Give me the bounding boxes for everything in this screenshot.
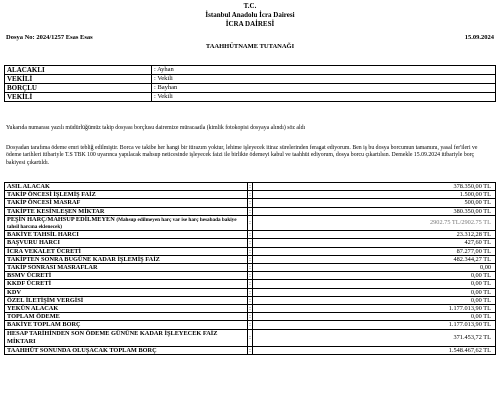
document-title: TAAHHÜTNAME TUTANAĞI <box>205 43 295 50</box>
amount-separator: : <box>249 296 251 304</box>
amount-separator: : <box>249 288 251 296</box>
amount-value: 0,00 TL <box>253 272 496 280</box>
amount-label <box>5 191 248 199</box>
amount-label-text: TAKİP SONRASI MASRAFLAR <box>7 264 98 272</box>
amount-label <box>5 239 248 247</box>
amount-separator: : <box>249 183 251 190</box>
party-label: ALACAKLI <box>5 66 152 75</box>
party-row <box>5 84 496 93</box>
amount-label-text: KDV <box>7 288 21 296</box>
amount-separator: : <box>249 264 251 272</box>
amount-separator: : <box>249 207 251 215</box>
amount-value: 1.177.013,90 TL <box>253 321 496 329</box>
header-line-court: İstanbul Anadolu İcra Dairesi <box>205 11 295 19</box>
amount-label <box>5 296 248 304</box>
amount-value: 0,00 TL <box>253 280 496 288</box>
amount-label-text: İCRA VEKALET ÜCRETİ <box>7 247 81 255</box>
amount-value: 380.350,00 TL <box>253 207 496 215</box>
amount-row <box>5 280 496 288</box>
amount-separator: : <box>249 231 251 239</box>
amount-separator: : <box>248 329 253 346</box>
amount-row <box>5 231 496 239</box>
amount-row <box>5 313 496 321</box>
amount-separator: : <box>249 321 251 329</box>
party-row <box>5 93 496 102</box>
party-row <box>5 75 496 84</box>
amount-label <box>5 329 248 346</box>
amount-value: 500,00 TL <box>253 199 496 207</box>
amount-separator: : <box>249 191 251 199</box>
party-value: : Vekili <box>152 75 496 84</box>
amount-label <box>5 305 248 313</box>
amount-value: 23.312,28 TL <box>253 231 496 239</box>
amount-separator: : <box>249 199 251 207</box>
amount-row <box>5 321 496 329</box>
party-row <box>5 66 496 75</box>
amount-label-text: BSMV ÜCRETİ <box>7 272 52 280</box>
amount-row <box>5 247 496 255</box>
amount-value: 378.350,00 TL <box>253 183 496 191</box>
amount-separator: : <box>248 215 253 230</box>
amount-row <box>5 215 496 230</box>
amount-label-text: BAŞVURU HARCI <box>7 239 61 247</box>
party-value: : Bayhan <box>152 84 496 93</box>
amount-row <box>5 305 496 313</box>
amount-row <box>5 239 496 247</box>
amount-separator: : <box>249 280 251 288</box>
file-number: Dosya No: 2024/1257 Esas Esas <box>6 34 93 41</box>
amount-label-text: YEKÜN ALACAK <box>7 305 59 313</box>
amount-value: 1.548.467,62 TL <box>253 346 496 354</box>
amount-label <box>5 272 248 280</box>
parties-table <box>4 65 496 102</box>
amount-label-text: ÖZEL İLETİŞİM VERGİSİ <box>7 296 84 304</box>
header-line-office: İCRA DAİRESİ <box>225 20 275 28</box>
amount-label-text: TAKİPTE KESİNLEŞEN MİKTAR <box>7 207 105 215</box>
amount-row <box>5 207 496 215</box>
amount-row <box>5 199 496 207</box>
amount-label-text: PEŞİN HARÇ/MAHSUP EDİLMEYEN <box>7 215 115 223</box>
amount-value: 371.453,72 TL <box>253 329 496 346</box>
amount-row <box>5 346 496 354</box>
amount-separator: : <box>249 346 251 354</box>
amount-row <box>5 191 496 199</box>
amount-label-text: ASIL ALACAK <box>7 183 50 190</box>
amount-label-text: TAAHHÜT SONUNDA OLUŞACAK TOPLAM BORÇ <box>7 346 157 354</box>
amount-value: 427,60 TL <box>253 239 496 247</box>
statement-paragraph-2: Dosyadan tarafıma ödeme emri tebliğ edilmiştir. Borca ve takibe her hangi bir itirazım yoktur, lehime işleyecek itiraz sürelerinden feragat ediyorum. Ben iş bu dosya borcumun tamamını, yasal fer'ileri ve ödeme tarihleri itibariyle T.S TBK 100 uyarınca yapılacak mahsup neticesinde işleyecek faizi ile birlikte ödemeyi kabul ve taahhüt ediyorum, dosya borcu çıkartılsın. Demekle 15.09.2024 itibariyle borç bakiyesi çıkartıldı. <box>6 145 478 166</box>
amount-value: 1.500,00 TL <box>253 191 496 199</box>
amount-label <box>5 280 248 288</box>
amount-label-text: HESAP TARİHİNDEN SON ÖDEME GÜNÜNE KADAR İŞLEYECEK FAİZ MİKTARI <box>7 330 218 345</box>
amount-label <box>5 231 248 239</box>
amount-separator: : <box>249 247 251 255</box>
amount-label-text: BAKİYE TOPLAM BORÇ <box>7 321 81 329</box>
amount-label-note: (Mahsup edilmeyen harç var ise harç hesabada bakiye tahsil harcına eklenecek) <box>7 216 237 231</box>
party-value: : Ayhan <box>152 66 496 75</box>
amount-label <box>5 346 248 354</box>
amount-label-text: BAKİYE TAHSİL HARCI <box>7 231 79 239</box>
amount-label-text: TAKİP ÖNCESİ MASRAF <box>7 199 81 207</box>
document-date: 15.09.2024 <box>464 34 494 41</box>
amount-row <box>5 296 496 304</box>
amount-row <box>5 288 496 296</box>
amount-row <box>5 264 496 272</box>
amount-separator: : <box>249 255 251 263</box>
amount-label-text: TOPLAM ÖDEME <box>7 313 60 321</box>
amount-label <box>5 321 248 329</box>
statement-paragraph-1: Yukarıda numarası yazılı müdürlüğümüz takip dosyası borçlusu dairemize müracaatla (kimlik fotokopisi dosyaya alındı) söz aldı <box>6 125 306 131</box>
amount-label <box>5 264 248 272</box>
amount-row <box>5 183 496 191</box>
amount-value: 0,00 TL <box>253 313 496 321</box>
amount-label <box>5 207 248 215</box>
header-line-tc: T.C. <box>243 2 257 10</box>
amount-value: 482.344,27 TL <box>253 255 496 263</box>
amount-value: 87.277,00 TL <box>253 247 496 255</box>
amount-label-text: TAKİPTEN SONRA BUGÜNE KADAR İŞLEMİŞ FAİZ <box>7 255 160 263</box>
amount-value: 0,00 TL <box>253 288 496 296</box>
amount-value: 2902.75 TL/2902.75 TL <box>253 215 496 230</box>
amount-label <box>5 183 248 191</box>
amounts-table <box>4 182 496 355</box>
amount-value: 0,00 TL <box>253 296 496 304</box>
party-label: BORÇLU <box>5 84 152 93</box>
amount-value: 1.177.013,90 TL <box>253 305 496 313</box>
amount-label <box>5 247 248 255</box>
amount-separator: : <box>249 272 251 280</box>
amount-row <box>5 272 496 280</box>
amount-label <box>5 199 248 207</box>
amount-row <box>5 329 496 346</box>
amount-label <box>5 288 248 296</box>
party-label: VEKİLİ <box>5 75 152 84</box>
amount-label <box>5 313 248 321</box>
amount-label <box>5 215 248 230</box>
amount-value: 0,00 <box>253 264 496 272</box>
amount-label-text: KKDF ÜCRETİ <box>7 280 52 288</box>
amount-label <box>5 255 248 263</box>
amount-row <box>5 255 496 263</box>
amount-separator: : <box>249 239 251 247</box>
amount-label-text: TAKİP ÖNCESİ İŞLEMİŞ FAİZ <box>7 191 96 199</box>
amount-separator: : <box>249 305 251 313</box>
amount-separator: : <box>249 313 251 321</box>
party-label: VEKİLİ <box>5 93 152 102</box>
party-value: : Vekili <box>152 93 496 102</box>
